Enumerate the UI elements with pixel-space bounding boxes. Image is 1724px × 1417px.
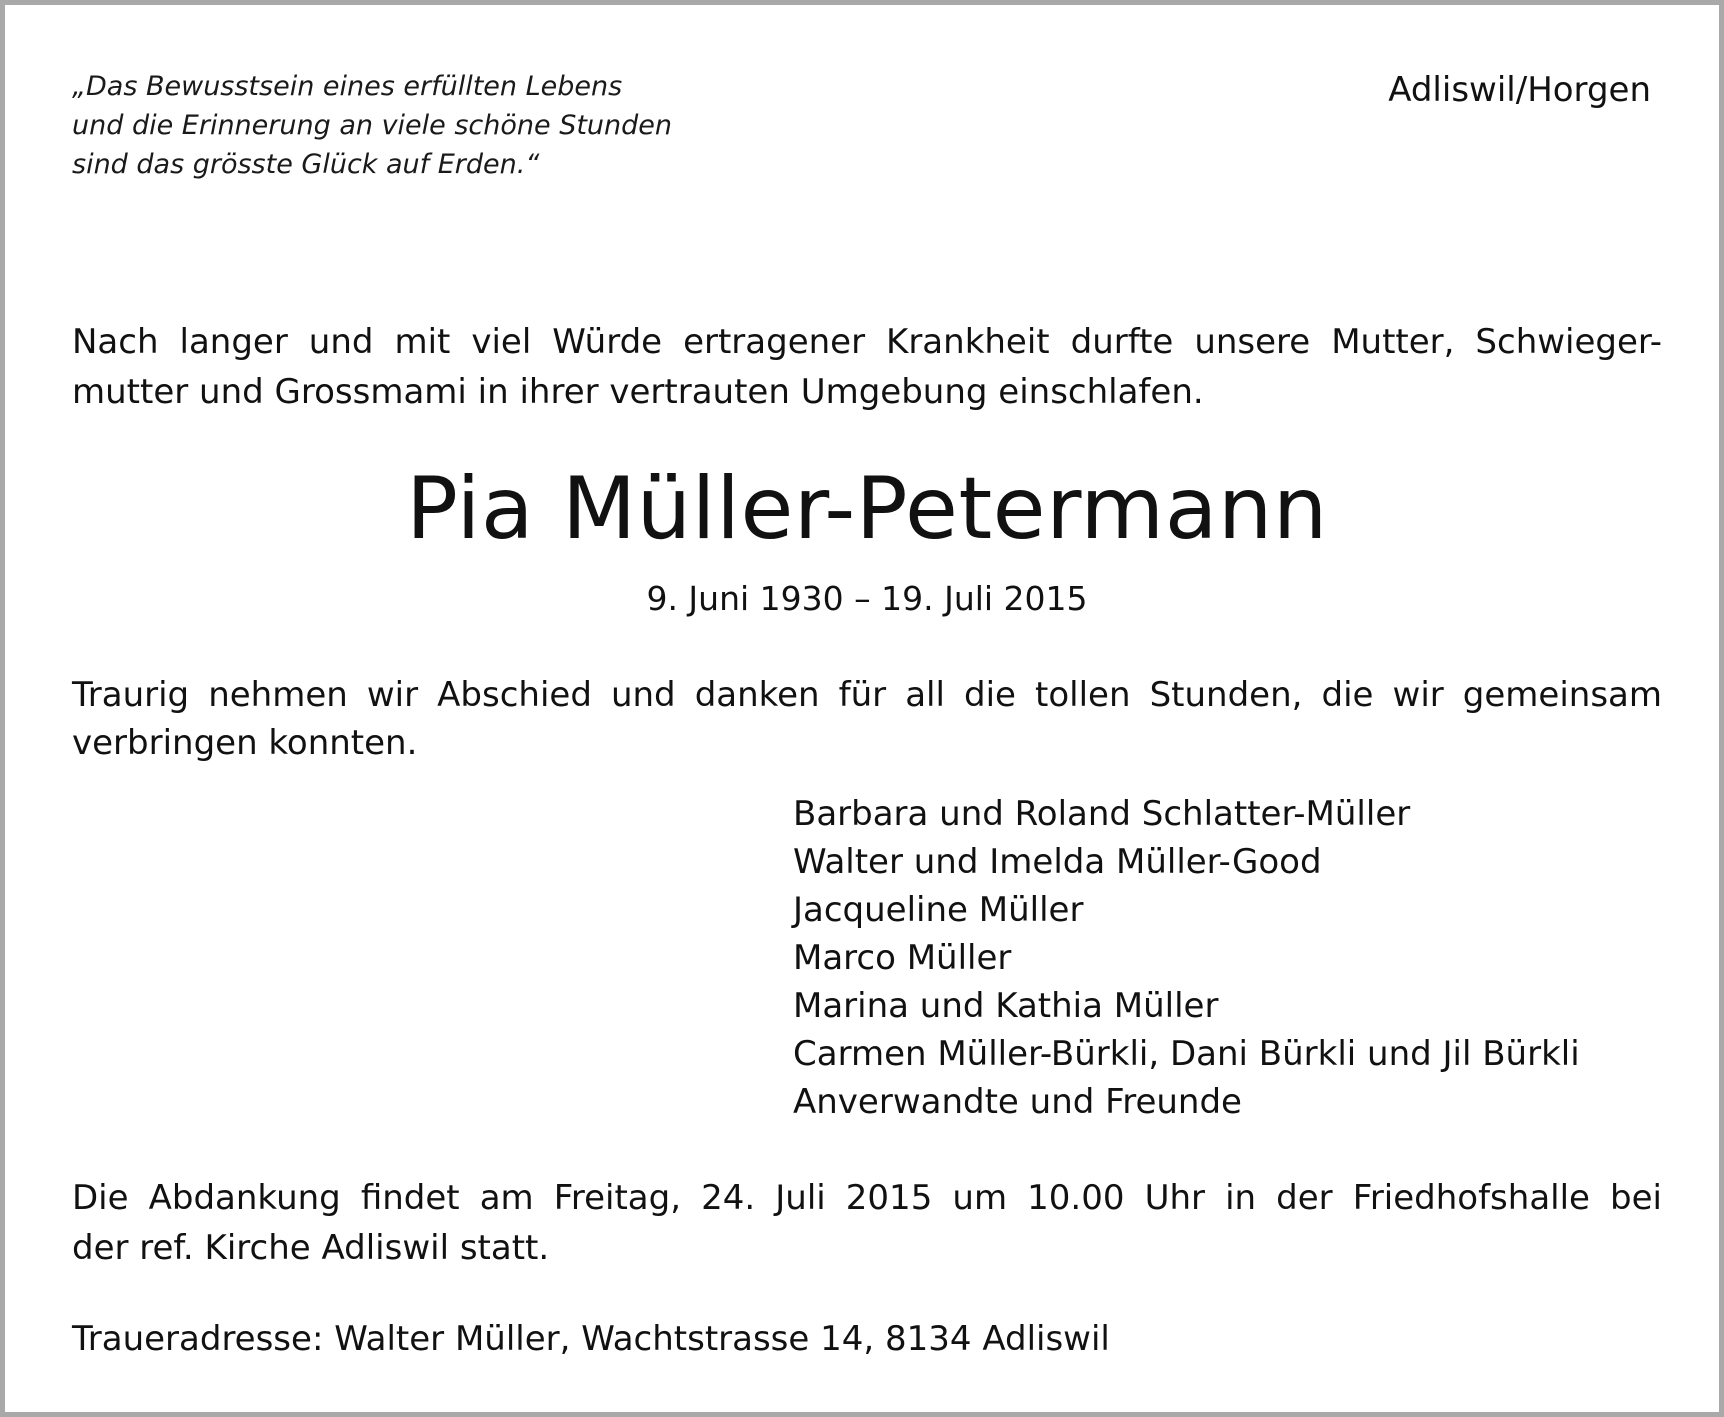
deceased-name: Pia Müller-Petermann	[406, 459, 1328, 559]
mourner-entry: Marina und Kathia Müller	[793, 986, 1219, 1026]
mourner-entry: Carmen Müller-Bürkli, Dani Bürkli und Jil Bürkli	[793, 1034, 1580, 1074]
farewell-line: verbringen konnten.	[72, 723, 418, 763]
location: Adliswil/Horgen	[1388, 70, 1651, 110]
motto-line: und die Erinnerung an viele schöne Stunden	[72, 110, 673, 141]
mourning-address: Traueradresse: Walter Müller, Wachtstrasse 14, 8134 Adliswil	[72, 1319, 1110, 1359]
life-dates: 9. Juni 1930 – 19. Juli 2015	[646, 579, 1088, 618]
mourner-entry: Jacqueline Müller	[793, 890, 1084, 930]
intro-paragraph	[72, 317, 1662, 417]
farewell-line: Traurig nehmen wir Abschied und danken für all die tollen Stunden, die wir gemeinsam	[72, 675, 1662, 715]
service-line: der ref. Kirche Adliswil statt.	[72, 1228, 550, 1268]
mourners-list	[793, 790, 1580, 1126]
mourner-entry: Barbara und Roland Schlatter-Müller	[793, 794, 1411, 834]
service-line: Die Abdankung findet am Freitag, 24. Juli 2015 um 10.00 Uhr in der Friedhofshalle bei	[72, 1178, 1662, 1218]
mourner-entry: Marco Müller	[793, 938, 1012, 978]
intro-line: Nach langer und mit viel Würde ertragener Krankheit durfte unsere Mutter, Schwieger-	[72, 322, 1662, 362]
motto-line: „Das Bewusstsein eines erfüllten Lebens	[72, 71, 623, 102]
service-announcement	[72, 1173, 1662, 1273]
mourner-entry: Anverwandte und Freunde	[793, 1082, 1242, 1122]
intro-line: mutter und Grossmami in ihrer vertrauten Umgebung einschlafen.	[72, 372, 1204, 412]
farewell-paragraph	[72, 671, 1662, 767]
mourner-entry: Walter und Imelda Müller-Good	[793, 842, 1322, 882]
motto-line: sind das grösste Glück auf Erden.“	[72, 149, 540, 180]
motto-quote	[72, 67, 672, 184]
